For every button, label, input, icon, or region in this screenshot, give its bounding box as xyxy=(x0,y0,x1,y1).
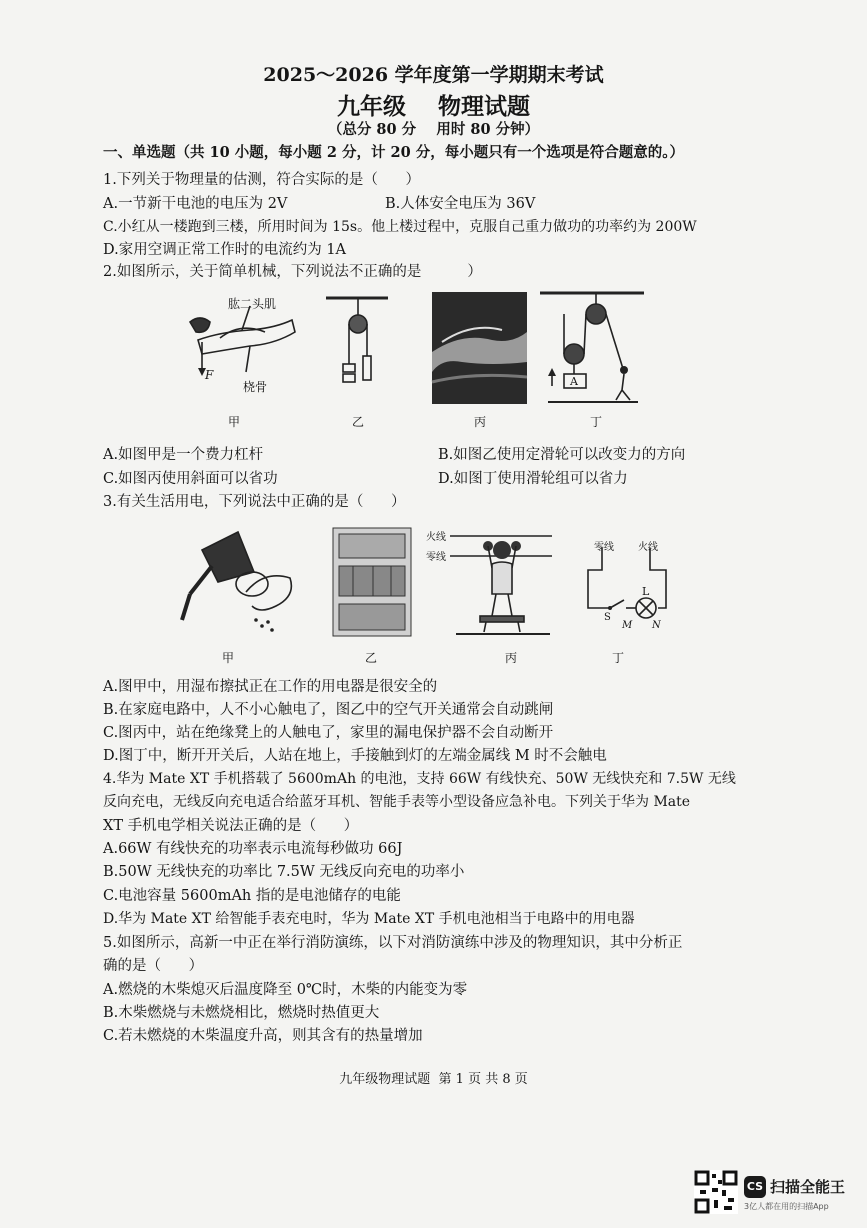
q3-stem: 3.有关生活用电，下列说法中正确的是（ ） xyxy=(103,494,406,510)
q3-caption-ding: 丁 xyxy=(612,651,625,665)
q3-label-live2: 火线 xyxy=(638,542,658,553)
q3-label-neutral2: 零线 xyxy=(594,542,614,553)
q2-label-force: F xyxy=(205,368,214,382)
exam-meta: （总分 80 分 用时 80 分钟） xyxy=(327,121,540,138)
q1-option-c: C.小红从一楼跑到三楼，所用时间为 15s。他上楼过程中，克服自己重力做功的功率约为 200W xyxy=(103,219,697,235)
q5-option-b: B.木柴燃烧与未燃烧相比，燃烧时热值更大 xyxy=(103,1005,380,1021)
q4-stem-line3: XT 手机电学相关说法正确的是（ ） xyxy=(103,818,359,834)
q1-option-b: B.人体安全电压为 36V xyxy=(385,196,536,212)
q3-label-switch: S xyxy=(604,612,611,623)
q4-option-b: B.50W 无线快充的功率比 7.5W 无线反向充电的功率小 xyxy=(103,864,465,880)
section-heading: 一、单选题（共 10 小题，每小题 2 分，计 20 分，每小题只有一个选项是符合题意的。） xyxy=(103,144,684,161)
q3-label-neutral: 零线 xyxy=(426,552,446,563)
q2-caption-ding: 丁 xyxy=(590,415,603,429)
q3-option-a: A.图甲中，用湿布擦拭正在工作的用电器是很安全的 xyxy=(103,679,438,695)
q2-label-bone: 桡骨 xyxy=(243,380,268,394)
qr-code-icon xyxy=(694,1170,738,1214)
q2-stem: 2.如图所示，关于简单机械，下列说法不正确的是 ） xyxy=(103,264,482,280)
q2-caption-jia: 甲 xyxy=(228,415,241,429)
q2-option-a: A.如图甲是一个费力杠杆 xyxy=(103,447,264,463)
q2-figure-fixed-pulley xyxy=(322,294,392,394)
q2-figure-incline-photo xyxy=(432,292,527,404)
q3-caption-bing: 丙 xyxy=(505,651,518,665)
q5-option-a: A.燃烧的木柴熄灭后温度降至 0℃时，木柴的内能变为零 xyxy=(103,982,468,998)
q1-stem: 1.下列关于物理量的估测，符合实际的是（ ） xyxy=(103,172,420,188)
q2-option-d: D.如图丁使用滑轮组可以省力 xyxy=(438,471,628,487)
scanner-logo-badge: CS xyxy=(744,1176,766,1198)
q3-option-c: C.图丙中，站在绝缘凳上的人触电了，家里的漏电保护器不会自动断开 xyxy=(103,725,554,741)
q3-label-n: N xyxy=(652,620,661,631)
q3-figure-person-stool xyxy=(440,528,558,640)
q2-label-box-a: A xyxy=(570,375,578,388)
exam-subtitle: 九年级 物理试题 xyxy=(336,93,531,120)
scanner-brand-name: 扫描全能王 xyxy=(770,1178,846,1196)
q4-stem-line2: 反向充电，无线反向充电适合给蓝牙耳机、智能手表等小型设备应急补电。下列关于华为 Mate xyxy=(103,794,691,810)
q4-option-c: C.电池容量 5600mAh 指的是电池储存的电能 xyxy=(103,888,401,904)
q3-option-d: D.图丁中，断开开关后，人站在地上，手接触到灯的左端金属线 M 时不会触电 xyxy=(103,748,607,764)
q5-option-c: C.若未燃烧的木柴温度升高，则其含有的热量增加 xyxy=(103,1028,423,1044)
scanner-tagline: 3亿人都在用的扫描App xyxy=(744,1202,829,1211)
q3-figure-breaker xyxy=(333,528,411,636)
q3-caption-jia: 甲 xyxy=(222,651,235,665)
exam-title: 2025～2026 学年度第一学期期末考试 xyxy=(263,64,604,86)
q2-label-muscle: 肱二头肌 xyxy=(228,297,277,311)
q5-stem-line2: 确的是（ ） xyxy=(103,958,204,974)
q4-option-a: A.66W 有线快充的功率表示电流每秒做功 66J xyxy=(103,841,403,857)
q1-option-a: A.一节新干电池的电压为 2V xyxy=(103,196,288,212)
q3-figure-circuit xyxy=(580,540,680,630)
q2-figure-pulley-block xyxy=(538,290,648,406)
page-footer: 九年级物理试题 第 1 页 共 8 页 xyxy=(339,1072,528,1087)
q3-figure-lamp xyxy=(172,522,302,634)
q4-stem-line1: 4.华为 Mate XT 手机搭载了 5600mAh 的电池，支持 66W 有线快充、50W 无线快充和 7.5W 无线 xyxy=(103,771,736,787)
q5-stem-line1: 5.如图所示，高新一中正在举行消防演练，以下对消防演练中涉及的物理知识，其中分析正 xyxy=(103,935,683,951)
q2-option-c: C.如图丙使用斜面可以省功 xyxy=(103,471,278,487)
q3-caption-yi: 乙 xyxy=(365,651,378,665)
q4-option-d: D.华为 Mate XT 给智能手表充电时，华为 Mate XT 手机电池相当于电路中的用电器 xyxy=(103,911,635,927)
q2-option-b: B.如图乙使用定滑轮可以改变力的方向 xyxy=(438,447,686,463)
q3-label-live: 火线 xyxy=(426,532,446,543)
q3-label-m: M xyxy=(622,620,633,631)
q2-caption-yi: 乙 xyxy=(352,415,365,429)
q3-label-lamp: L xyxy=(642,585,650,598)
q1-option-d: D.家用空调正常工作时的电流约为 1A xyxy=(103,242,347,258)
q2-caption-bing: 丙 xyxy=(474,415,487,429)
q3-option-b: B.在家庭电路中，人不小心触电了，图乙中的空气开关通常会自动跳闸 xyxy=(103,702,554,718)
